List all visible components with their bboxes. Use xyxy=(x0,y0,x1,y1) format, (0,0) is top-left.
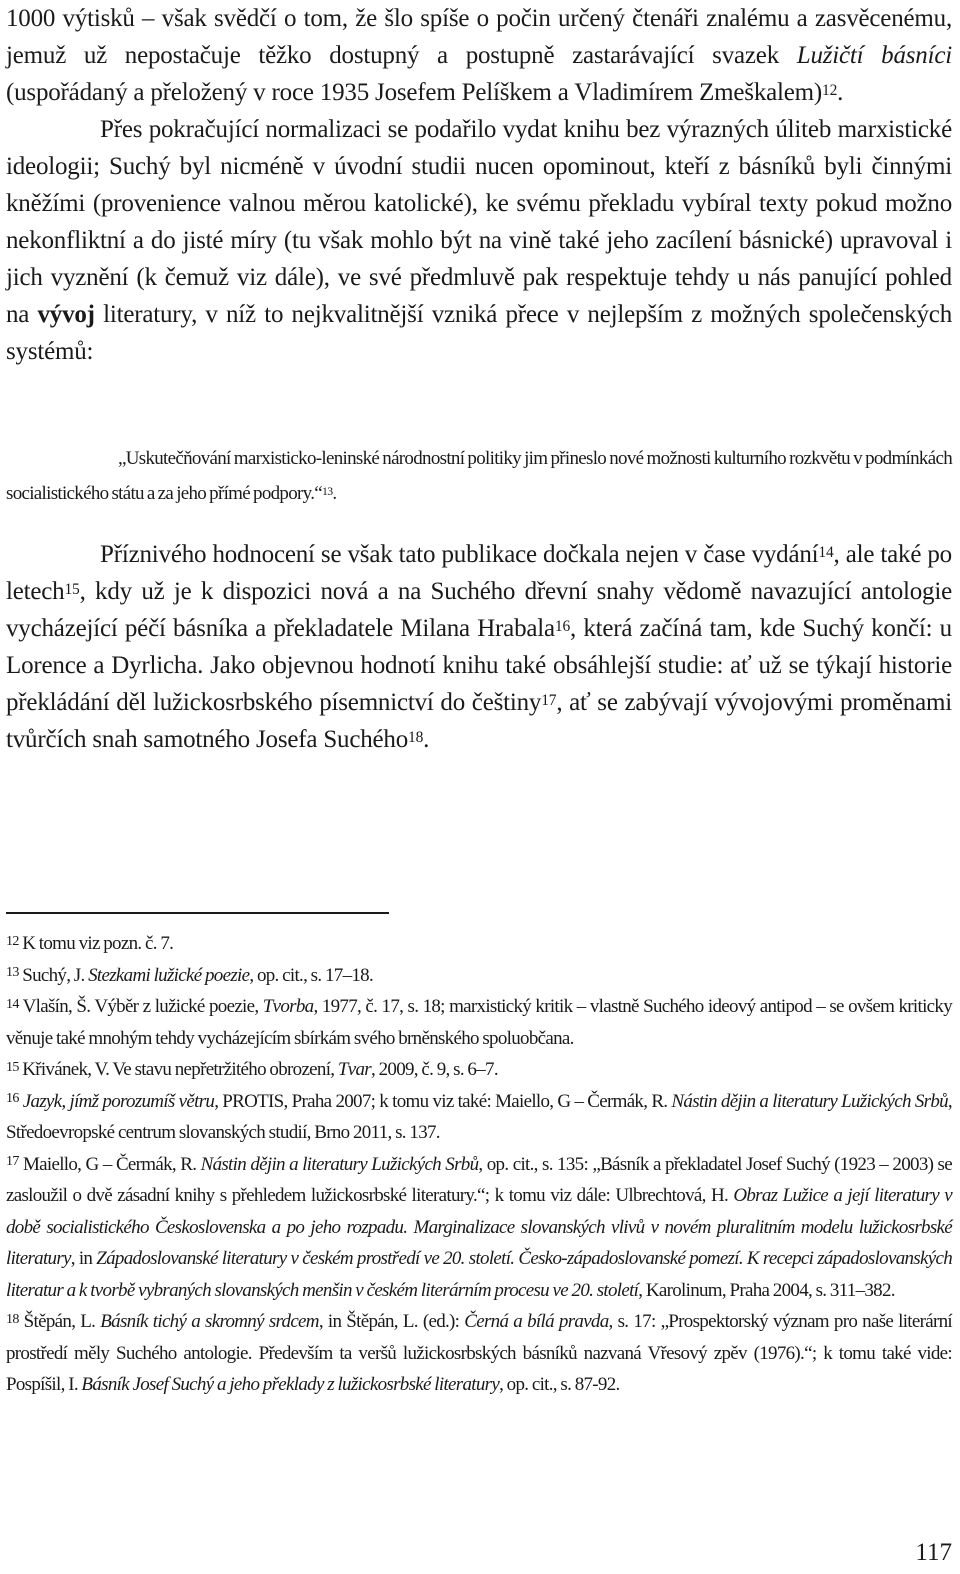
footnotes xyxy=(6,928,952,1401)
italic-title: Západoslovanské literatury v českém prostředí ve 20. století. Česko-západoslovanské pomezí. K recepci západoslovanských literatur a k tvorbě vybraných slovanských menšin v českém literárním procesu ve 20. století xyxy=(6,1248,952,1301)
footnote-ref[interactable]: 14 xyxy=(818,543,834,561)
text-run: Štěpán, L. xyxy=(18,1311,101,1332)
italic-title: Nástin dějin a literatury Lužických Srbů xyxy=(671,1090,948,1112)
footnote-separator xyxy=(6,912,389,914)
italic-title: Jazyk, jímž porozumíš větru xyxy=(18,1090,215,1112)
italic-title: Obraz Lužice a její literatury v době socialistického Československa a po jeho rozpadu. Marginalizace slovanských vlivů v novém pluralitním modelu lužickosrbské literatury xyxy=(6,1185,953,1269)
text-run: , Karolinum, Praha 2004, s. 311–382. xyxy=(638,1279,895,1301)
text-run: Křivánek, V. Ve stavu nepřetržitého obrození, xyxy=(18,1059,338,1080)
text-run: , 1977, č. 17, s. 18; marxistický kritik – vlastně Suchého ideový antipod – se ovšem kriticky věnuje také mnohým tehdy vycházejícím sbírkám svého brněnského spoluobčana. xyxy=(6,996,953,1049)
italic-title: Nástin dějin a literatury Lužických Srbů xyxy=(200,1153,479,1175)
footnote-ref[interactable]: 13 xyxy=(322,484,333,498)
footnote-number: 15 xyxy=(6,1058,19,1075)
text-run: 1000 výtisků – však svědčí o tom, že šlo spíše o počin určený čtenáři znalému a zasvěcenému, jemuž už nepostačuje těžko dostupný a postupně zastarávající svazek xyxy=(6,5,952,69)
footnote-number: 12 xyxy=(6,932,19,949)
italic-title: Tvar xyxy=(337,1059,371,1080)
footnote-ref[interactable]: 17 xyxy=(541,691,557,709)
text-run: , op. cit., s. 87-92. xyxy=(499,1374,620,1395)
text-run: , ať se zabývají vývojovými proměnami tvůrčích snah samotného Josefa Suchého xyxy=(6,689,952,753)
footnote-ref[interactable]: 15 xyxy=(64,580,80,598)
footnote-16 xyxy=(6,1086,952,1149)
text-run: literatury, v níž to nejkvalitnější vzniká přece v nejlepším z možných společenských systémů: xyxy=(6,301,952,365)
text-run: , s. 17: „Prospektorský význam pro naše literární prostředí měly Suchého antologie. Především ta veršů lužickosrbských básníků nazvaná Vřesový zpěv (1976).“; k tomu také vide: Pospíšil, I. xyxy=(6,1311,952,1395)
paragraph xyxy=(6,536,952,758)
footnote-number: 13 xyxy=(6,964,19,981)
text-run: K tomu viz pozn. č. 7. xyxy=(18,933,174,954)
footnote-number: 14 xyxy=(6,995,19,1012)
text-run: , která začíná tam, kde Suchý končí: u Lorence a Dyrlicha. Jako objevnou hodnotí knihu také obsáhlejší studie: ať už se týkají historie překládání děl lužickosrbského písemnictví do češtiny xyxy=(6,615,952,716)
footnote-13 xyxy=(6,960,952,992)
text-run: . xyxy=(332,483,337,504)
italic-title: Černá a bílá pravda xyxy=(464,1311,609,1332)
footnote-ref[interactable]: 16 xyxy=(554,617,571,635)
footnote-12 xyxy=(6,928,952,960)
text-run: , Středoevropské centrum slovanských studií, Brno 2011, s. 137. xyxy=(6,1090,952,1143)
text-run: (uspořádaný a přeložený v roce 1935 Josefem Pelíškem a Vladimírem Zmeškalem) xyxy=(6,79,823,106)
page-number: 117 xyxy=(915,1539,952,1566)
italic-title: Stezkami lužické poezie xyxy=(88,964,250,986)
text-run: , in xyxy=(70,1248,97,1269)
text-run: . xyxy=(837,79,844,106)
text-run: „Uskutečňování marxisticko-leninské národnostní politiky jim přineslo nové možnosti kulturního rozkvětu v podmínkách socialistického státu a za jeho přímé podpory.“ xyxy=(6,448,952,504)
block-quote xyxy=(6,441,952,511)
paragraph xyxy=(6,111,952,370)
footnote-18 xyxy=(6,1306,952,1401)
footnote-number: 16 xyxy=(6,1090,19,1107)
text-run: , op. cit., s. 135: „Básník a překladatel Josef Suchý (1923 – 2003) se zasloužil o dvě zásadní knihy s přehledem lužickosrbské literatury.“; k tomu viz dále: Ulbrechtová, H. xyxy=(6,1153,952,1206)
text-run: , PROTIS, Praha 2007; k tomu viz také: Maiello, G – Čermák, R. xyxy=(214,1090,672,1112)
text-run: Příznivého hodnocení se však tato publikace dočkala nejen v čase vydání xyxy=(100,541,819,568)
text-run: Vlašín, Š. Výběr z lužické poezie, xyxy=(18,996,263,1017)
italic-title: Tvorba xyxy=(262,996,314,1017)
italic-title: Básník tichý a skromný srdcem xyxy=(100,1311,319,1332)
text-run: , 2009, č. 9, s. 6–7. xyxy=(371,1059,498,1080)
text-run: , kdy už je k dispozici nová a na Suchého dřevní snahy vědomě navazující antologie vycházející péčí básníka a překladatele Milana Hrabala xyxy=(6,578,952,642)
body-text-top xyxy=(6,0,952,370)
footnote-17 xyxy=(6,1149,952,1307)
quote-text xyxy=(6,441,952,511)
bold-word: vývoj xyxy=(37,301,95,328)
text-run: Maiello, G – Čermák, R. xyxy=(18,1153,201,1175)
footnote-ref[interactable]: 18 xyxy=(408,728,424,746)
paragraph-continued xyxy=(6,0,952,111)
italic-title: Lužičtí básníci xyxy=(796,42,952,69)
text-run: , ale také po letech xyxy=(6,541,952,605)
text-run: . xyxy=(423,726,430,753)
italic-title: Básník Josef Suchý a jeho překlady z lužickosrbské literatury xyxy=(81,1374,500,1395)
footnote-ref[interactable]: 12 xyxy=(822,81,838,99)
text-run: Suchý, J. xyxy=(18,964,89,986)
text-run: Přes pokračující normalizaci se podařilo vydat knihu bez výrazných úliteb marxistické ideologii; Suchý byl nicméně v úvodní studii nucen opominout, kteří z básníků byli činnými kněžími (provenience valnou měrou katolické), ke svému překladu vybíral texty pokud možno nekonfliktní a do jisté míry (tu však mohlo být na vině také jeho zacílení básnické) upravoval i jich vyznění (k čemuž viz dále), ve své předmluvě pak respektuje tehdy u nás panující pohled na xyxy=(6,116,952,328)
footnote-number: 18 xyxy=(6,1310,19,1327)
footnote-number: 17 xyxy=(6,1153,19,1170)
body-text-middle xyxy=(6,536,952,758)
footnote-15 xyxy=(6,1054,952,1086)
text-run: , in Štěpán, L. (ed.): xyxy=(318,1311,465,1332)
footnote-14 xyxy=(6,991,952,1054)
text-run: , op. cit., s. 17–18. xyxy=(249,964,374,986)
